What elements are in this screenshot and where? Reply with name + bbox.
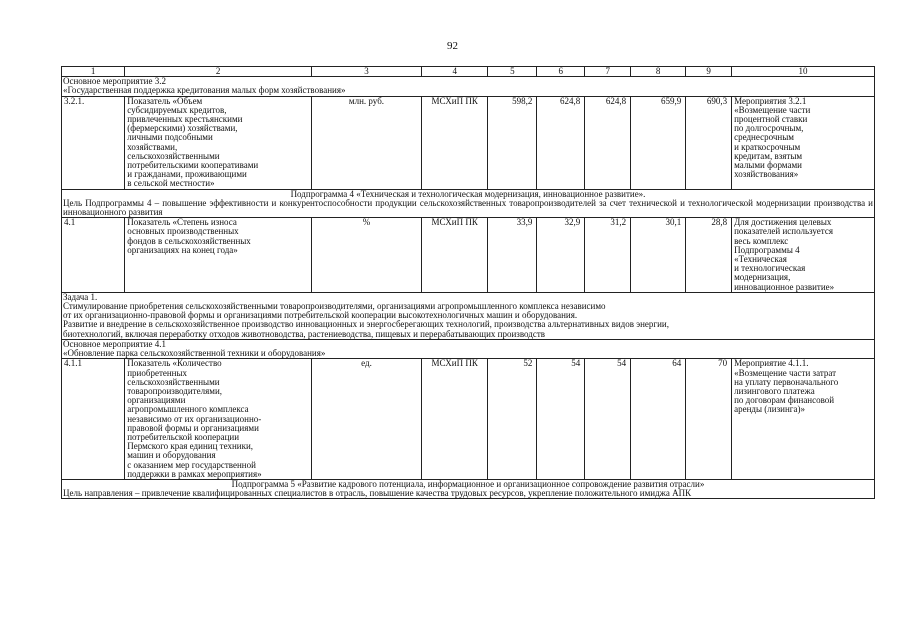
subprogram-title: Подпрограмма 4 «Техническая и технологическая модернизация, инновационное развитие». bbox=[290, 189, 646, 199]
table-row bbox=[62, 218, 875, 293]
executor: МСХиП ПК bbox=[422, 96, 488, 189]
value-cell: 31,2 bbox=[585, 218, 631, 293]
section-row bbox=[62, 77, 875, 96]
value-cell: 54 bbox=[585, 359, 631, 480]
section-subtitle: «Государственная поддержка кредитования малых форм хозяйствования» bbox=[63, 85, 346, 96]
table-row bbox=[62, 359, 875, 480]
indicators-table bbox=[61, 66, 875, 499]
subprogram-title: Подпрограмма 5 «Развитие кадрового потенциала, информационное и организационное сопровождение развития отрасли» bbox=[231, 479, 705, 489]
value-cell: 70 bbox=[686, 359, 732, 480]
value-cell: 659,9 bbox=[631, 96, 686, 189]
header-cell: 10 bbox=[732, 67, 875, 77]
section-cell bbox=[62, 77, 875, 96]
header-cell: 2 bbox=[125, 67, 312, 77]
value-cell: 54 bbox=[537, 359, 585, 480]
header-cell: 1 bbox=[62, 67, 125, 77]
row-number: 4.1.1 bbox=[62, 359, 125, 480]
value-cell: 64 bbox=[631, 359, 686, 480]
subprogram-cell bbox=[62, 189, 875, 218]
value-cell: 624,8 bbox=[537, 96, 585, 189]
subprogram-row bbox=[62, 189, 875, 218]
task-cell bbox=[62, 292, 875, 339]
table-row bbox=[62, 96, 875, 189]
header-cell: 7 bbox=[585, 67, 631, 77]
section-title: Основное мероприятие 3.2 bbox=[63, 76, 166, 87]
header-cell: 6 bbox=[537, 67, 585, 77]
indicator-name: Показатель «Объем субсидируемых кредитов, привлеченных крестьянскими (фермерскими) хозяйствами, личными подсобными хозяйствами, сельскохозяйственными потребительскими кооперативами и гражданами, проживающими в сельской местности» bbox=[125, 96, 312, 189]
row-number: 4.1 bbox=[62, 218, 125, 293]
subprogram-goal: Цель направления – привлечение квалифицированных специалистов в отрасль, повышение качества трудовых ресурсов, укрепление положительного имиджа АПК bbox=[63, 488, 692, 499]
value-cell: 28,8 bbox=[686, 218, 732, 293]
row-number: 3.2.1. bbox=[62, 96, 125, 189]
subprogram-goal: Цель Подпрограммы 4 – повышение эффективности и конкурентоспособности продукции сельскохозяйственных товаропроизводителей за счет технической и технологической модернизации производства и инновационного развития bbox=[63, 197, 873, 218]
header-cell: 9 bbox=[686, 67, 732, 77]
subprogram-cell bbox=[62, 479, 875, 498]
value-cell: 52 bbox=[488, 359, 537, 480]
note-cell: Мероприятие 4.1.1. «Возмещение части затрат на уплату первоначального лизингового платежа по договорам финансовой аренды (лизинга)» bbox=[732, 359, 875, 480]
value-cell: 30,1 bbox=[631, 218, 686, 293]
section-row bbox=[62, 339, 875, 358]
value-cell: 624,8 bbox=[585, 96, 631, 189]
task-title: Задача 1. bbox=[63, 292, 98, 302]
executor: МСХиП ПК bbox=[422, 218, 488, 293]
indicator-name: Показатель «Степень износа основных производственных фондов в сельскохозяйственных организациях на конец года» bbox=[125, 218, 312, 293]
task-text: Стимулирование приобретения сельскохозяйственными товаропроизводителями, организациями агропромышленного комплекса независимо от их организационно-правовой формы и организациями потребительской кооперации высокотехнологичных машин и оборудования. Развитие и внедрение в сельскохозяйственное производство инновационных и энергосберегающих технологий, производства альтернативных видов энергии, биотехнологий, включая переработку отходов животноводства, растениеводства, пищевых и перерабатывающих производств bbox=[63, 301, 669, 339]
page-number: 92 bbox=[447, 40, 458, 52]
subprogram-row bbox=[62, 479, 875, 498]
unit: ед. bbox=[311, 359, 421, 480]
header-cell: 8 bbox=[631, 67, 686, 77]
value-cell: 33,9 bbox=[488, 218, 537, 293]
value-cell: 598,2 bbox=[488, 96, 537, 189]
section-cell bbox=[62, 339, 875, 358]
task-row bbox=[62, 292, 875, 339]
header-cell: 3 bbox=[311, 67, 421, 77]
header-cell: 5 bbox=[488, 67, 537, 77]
section-title: Основное мероприятие 4.1 bbox=[63, 339, 166, 349]
unit: млн. руб. bbox=[311, 96, 421, 189]
executor: МСХиП ПК bbox=[422, 359, 488, 480]
header-row bbox=[62, 67, 875, 77]
note-cell: Мероприятия 3.2.1 «Возмещение части процентной ставки по долгосрочным, среднесрочным и краткосрочным кредитам, взятым малыми формами хозяйствования» bbox=[732, 96, 875, 189]
note-cell: Для достижения целевых показателей используется весь комплекс Подпрограммы 4 «Техническая и технологическая модернизация, инновационное развитие» bbox=[732, 218, 875, 293]
indicator-name: Показатель «Количество приобретенных сельскохозяйственными товаропроизводителями, организациями агропромышленного комплекса независимо от их организационно- правовой формы и организациями потребительской кооперации Пермского края единиц техники, машин и оборудования с оказанием мер государственной поддержки в рамках мероприятия» bbox=[125, 359, 312, 480]
value-cell: 32,9 bbox=[537, 218, 585, 293]
header-cell: 4 bbox=[422, 67, 488, 77]
value-cell: 690,3 bbox=[686, 96, 732, 189]
unit: % bbox=[311, 218, 421, 293]
section-subtitle: «Обновление парка сельскохозяйственной техники и оборудования» bbox=[63, 348, 326, 359]
